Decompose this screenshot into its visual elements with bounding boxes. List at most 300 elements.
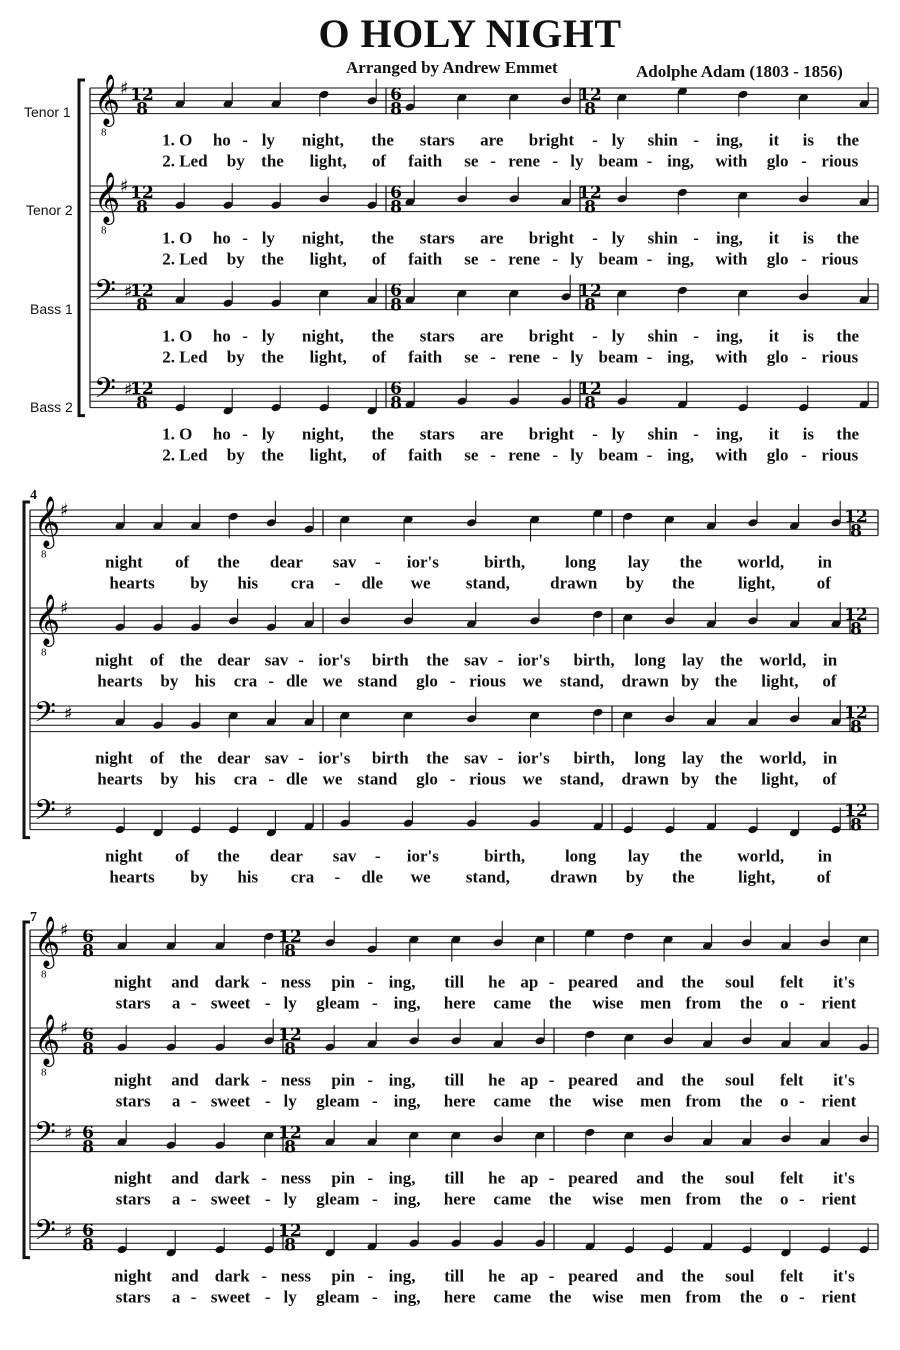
system-3-bracket [24,922,30,1258]
system-3-staff-1-verse2-syllable: - [798,993,805,1013]
system-2-staff-3-verse2-syllable: - [268,769,275,789]
system-3-staff-4-verse2-syllable: came [493,1287,532,1307]
system-2-staff-3-verse2-syllable: stand, [559,769,604,789]
system-1-staff-2-verse1-syllable: bright [528,228,575,248]
system-2-staff-4-verse2-syllable: cra [290,867,315,887]
system-1-staff-3-verse2-syllable: ing, [667,347,695,367]
system-1-staff-1-verse1-syllable: bright [528,130,575,150]
system-2-staff-1-verse2-syllable: by [190,573,209,593]
system-1-staff-1-verse1-syllable: is [802,130,814,150]
system-3-staff-4-verse2-syllable: - [190,1287,197,1307]
system-3-staff-1-verse1-syllable: ness [280,972,312,992]
system-3-staff-3-verse2-syllable: - [190,1189,197,1209]
system-1-staff-3-verse2-syllable: ly [570,347,584,367]
key-signature-sharp: ♯ [124,281,133,303]
system-2-staff-1-verse1-syllable: long [564,552,597,572]
system-2-staff-1-verse1-syllable: the [679,552,703,572]
system-3-staff-4-verse2-syllable: - [264,1287,271,1307]
system-1-staff-1-verse2-syllable: the [261,151,284,171]
system-2-staff-4-verse1-syllable: long [564,846,597,866]
bass-clef-icon: 𝄢 [34,1116,56,1157]
key-signature-sharp: ♯ [60,919,69,941]
system-3-staff-1-verse2-syllable: men [639,993,672,1013]
system-1-staff-3-verse1-syllable: is [802,326,814,346]
system-1-staff-1-verse1-syllable: ly [611,130,625,150]
system-1-staff-3-verse2-syllable: glo [766,347,789,367]
system-1-staff-1-verse2-syllable: ing, [667,151,695,171]
system-1-staff-1-verse1-syllable: shin [647,130,678,150]
system-2-staff-2-verse2-syllable: dle [285,671,308,691]
system-1-staff-3-time-sig-top-1: 12 [130,280,154,301]
system-1-staff-3-verse2-syllable: 2. Led [162,347,208,367]
system-1-staff-1-verse1-syllable: - [242,130,248,150]
system-2-staff-2-verse2-syllable: we [522,671,543,691]
system-3-staff-4-verse2-syllable: - [372,1287,378,1307]
system-1-staff-3-verse1-syllable: - [592,326,598,346]
system-3-staff-4-verse1-syllable: ing, [388,1266,416,1286]
system-3-staff-2-time-sig-top-2: 12 [278,1024,302,1045]
part-label-bass-1: Bass 1 [30,301,73,317]
system-1-staff-4-verse2-syllable: of [371,445,387,465]
system-3-staff-4-verse1-syllable: the [681,1266,704,1286]
key-signature-sharp: ♯ [64,1221,73,1243]
system-1-staff-3-verse2-syllable: with [715,347,748,367]
system-1-staff-1-verse1-syllable: it [768,130,780,150]
system-2-staff-2-verse2-syllable: light, [761,671,799,691]
system-3-staff-3-verse2-syllable: from [685,1189,722,1209]
system-3-staff-3-verse1-syllable: dark [214,1168,250,1188]
system-2-staff-1-verse2-syllable: by [625,573,644,593]
system-2-staff-3-verse1-syllable: the [719,748,743,768]
system-2-staff-1-verse2-syllable: his [237,573,259,593]
system-3-staff-2-verse1-syllable: and [636,1070,664,1090]
bass-clef-icon: 𝄢 [94,372,116,413]
system-1-staff-1-verse1-syllable: 1. O [162,130,193,150]
system-2-staff-3-verse1-syllable: - [497,748,504,768]
system-3-staff-2-verse2-syllable: ly [283,1091,297,1111]
system-2-staff-2-verse1-syllable: ior's [517,650,550,670]
system-1-staff-2-time-sig-top-2: 6 [390,182,402,203]
system-3-staff-2-verse1-syllable: ness [280,1070,312,1090]
system-1-staff-2-verse2-syllable: - [646,249,653,269]
system-2-staff-4-verse1-syllable: night [105,846,143,866]
system-2-staff-4-verse1-syllable: ior's [406,846,439,866]
system-3-staff-2-verse1-syllable: and [171,1070,199,1090]
system-1-staff-4-verse2-syllable: by [226,445,245,465]
system-2-staff-1-verse1-syllable: lay [627,552,650,572]
system-2-staff-3-verse1-syllable: world, [759,748,807,768]
system-3-staff-2-verse2-syllable: o [779,1091,789,1111]
system-2-staff-3-verse2-syllable: the [714,769,738,789]
system-1-staff-1-verse2-syllable: glo [766,151,789,171]
system-2-staff-2-verse1-syllable: - [497,650,504,670]
system-1-staff-1-verse2-syllable: rious [821,151,859,171]
system-1-staff-2-verse1-syllable: is [802,228,814,248]
system-3-staff-2-verse2-syllable: - [190,1091,197,1111]
system-3-staff-3-verse2-syllable: gleam [316,1189,360,1209]
system-3-staff-4-verse2-syllable: here [443,1287,476,1307]
system-2-staff-2-verse1-syllable: world, [759,650,807,670]
system-2-staff-4-verse2-syllable: by [190,867,209,887]
system-1-staff-2-verse1-syllable: it [768,228,780,248]
system-1-staff-2-verse1-syllable: 1. O [162,228,193,248]
system-1-staff-4-verse2-syllable: beam [598,445,639,465]
system-2-staff-2-verse1-syllable: the [179,650,203,670]
system-1-staff-1-verse1-syllable: the [836,130,860,150]
system-3-staff-3-verse2-syllable: ly [283,1189,297,1209]
system-1-staff-4-verse1-syllable: - [693,424,699,444]
system-2-staff-2-verse1-syllable: long [634,650,666,670]
system-2-staff-4-verse2-syllable: light, [738,867,776,887]
system-2-staff-2-verse1-syllable: dear [217,650,251,670]
system-2-staff-1-verse1-syllable: ior's [406,552,439,572]
system-1-staff-2-verse1-syllable: ly [261,228,275,248]
system-1-staff-2-time-sig-top-1: 12 [130,182,154,203]
system-3-staff-3-verse2-syllable: stars [115,1189,151,1209]
system-2-staff-1-verse2-syllable: light, [738,573,776,593]
system-3-staff-4-verse2-syllable: stars [115,1287,151,1307]
system-1-staff-3-verse1-syllable: stars [419,326,455,346]
system-1-staff-4-verse2-syllable: faith [408,445,443,465]
key-signature-sharp: ♯ [120,175,129,197]
system-2-staff-4-verse1-syllable: in [817,846,832,866]
system-2-staff-3-verse1-syllable: night [95,748,133,768]
system-1-staff-2-verse2-syllable: - [552,249,559,269]
system-2-staff-1-verse1-syllable: dear [269,552,303,572]
system-1-staff-2-verse2-syllable: by [226,249,245,269]
system-2-staff-2-verse1-syllable: birth [371,650,409,670]
system-3-staff-1-verse2-syllable: here [443,993,476,1013]
system-3-staff-2-verse2-syllable: - [798,1091,805,1111]
system-2-staff-2-verse1-syllable: birth, [573,650,615,670]
system-2-staff-2-verse2-syllable: cra [233,671,258,691]
system-2-staff-2-verse2-syllable: we [322,671,343,691]
system-1-staff-4-time-sig-top-1: 12 [130,378,154,399]
system-1-staff-2-verse2-syllable: se [464,249,479,269]
system-3-staff-3-verse1-syllable: the [681,1168,704,1188]
system-3-staff-3-verse2-syllable: sweet [210,1189,251,1209]
system-2-staff-3-verse1-syllable: - [298,748,304,768]
system-2-staff-2-verse2-syllable: - [449,671,456,691]
system-1-staff-3-verse1-syllable: are [480,326,504,346]
system-3-staff-4-verse1-syllable: night [113,1266,152,1286]
system-3-staff-1-verse1-syllable: it's [833,972,855,992]
system-3-staff-3-verse1-syllable: ness [280,1168,312,1188]
system-3-staff-1-verse2-syllable: - [190,993,197,1013]
system-3-staff-2-verse1-syllable: peared [568,1070,618,1090]
system-1-staff-3-verse2-syllable: - [552,347,559,367]
system-3-staff-2-verse1-syllable: - [261,1070,267,1090]
system-3-staff-1-verse1-syllable: night [113,972,152,992]
system-1-staff-1-verse2-syllable: beam [598,151,639,171]
system-2-staff-3-verse2-syllable: of [822,769,837,789]
system-1-staff-2-verse2-syllable: - [801,249,807,269]
system-2-staff-3-verse1-syllable: ior's [318,748,351,768]
bass-clef-icon: 𝄢 [34,1214,56,1255]
page-title: O HOLY NIGHT [318,11,622,56]
system-3-staff-3-time-sig-bottom-2: 8 [284,1137,296,1158]
system-1-staff-4-time-sig-bottom-2: 8 [390,393,402,414]
system-1-staff-4-verse2-syllable: - [646,445,653,465]
system-2-staff-1-verse2-syllable: - [334,573,341,593]
system-3-staff-1-time-sig-top-2: 12 [278,926,302,947]
system-2-staff-2-verse1-syllable: the [719,650,743,670]
system-3-staff-3-verse1-syllable: night [113,1168,152,1188]
system-1-staff-3-time-sig-top-3: 12 [578,280,602,301]
system-1-staff-3-verse2-syllable: rene [508,347,541,367]
system-2-staff-1-verse1-syllable: - [374,552,381,572]
system-1-staff-4-verse2-syllable: ly [570,445,584,465]
system-2-staff-4-verse1-syllable: - [374,846,381,866]
system-1-staff-1-verse2-syllable: of [371,151,387,171]
clef-octave-mark: 8 [41,1066,47,1079]
bass-clef-icon: 𝄢 [34,696,56,737]
system-2-staff-1-verse2-syllable: drawn [550,573,598,593]
system-2-staff-2-verse1-syllable: ior's [318,650,351,670]
measure-number-system-3: 7 [30,910,37,925]
key-signature-sharp: ♯ [60,1017,69,1039]
system-2-staff-2-verse2-syllable: drawn [621,671,669,691]
system-1-staff-2-verse1-syllable: ly [611,228,625,248]
system-2-bracket [24,502,30,838]
clef-octave-mark: 8 [41,548,47,561]
system-1-staff-3-verse1-syllable: - [693,326,699,346]
system-1-staff-4-verse1-syllable: stars [419,424,455,444]
system-3-staff-4-verse2-syllable: sweet [210,1287,251,1307]
system-3-staff-4-verse1-syllable: till [444,1266,465,1286]
system-3-staff-4-verse2-syllable: the [548,1287,572,1307]
system-1-staff-3-verse1-syllable: ing, [715,326,743,346]
bass-clef-icon: 𝄢 [94,274,116,315]
system-1-staff-1-time-sig-bottom-2: 8 [390,99,402,120]
system-1-staff-2-verse1-syllable: shin [647,228,678,248]
bass-clef-icon: 𝄢 [34,794,56,835]
system-3-staff-2-verse2-syllable: from [685,1091,722,1111]
system-1-staff-1-verse2-syllable: faith [408,151,443,171]
system-3-staff-4-time-sig-bottom-2: 8 [284,1235,296,1256]
system-2-staff-3-time-sig-top-1: 12 [844,702,868,723]
system-3-staff-4-time-sig-top-2: 12 [278,1220,302,1241]
system-2-staff-4-verse1-syllable: world, [737,846,785,866]
treble-clef-icon: 𝄞 [94,74,121,126]
system-2-staff-3-verse2-syllable: hearts [97,769,143,789]
system-3-staff-2-verse2-syllable: ing, [393,1091,421,1111]
system-1-staff-4-verse1-syllable: - [592,424,598,444]
system-2-staff-4-verse2-syllable: the [671,867,695,887]
system-1-staff-2-verse1-syllable: stars [419,228,455,248]
system-3-staff-3-verse1-syllable: ing, [388,1168,416,1188]
system-1-staff-1-verse1-syllable: night, [301,130,344,150]
system-3-staff-3-verse1-syllable: - [367,1168,374,1188]
system-2-staff-3-verse1-syllable: in [823,748,838,768]
system-2-staff-1-verse1-syllable: night [105,552,143,572]
system-1-staff-3-verse2-syllable: faith [408,347,443,367]
system-3-staff-3-verse1-syllable: peared [568,1168,618,1188]
system-1-staff-1-verse2-syllable: se [464,151,479,171]
system-3-staff-1-verse2-syllable: ly [283,993,297,1013]
system-2-staff-2-verse2-syllable: rious [469,671,506,691]
system-3-staff-2-verse1-syllable: - [367,1070,374,1090]
system-1-staff-3-time-sig-bottom-1: 8 [136,295,148,316]
system-3-staff-3-verse2-syllable: here [443,1189,476,1209]
system-2-staff-1-verse1-syllable: birth, [484,552,526,572]
system-3-staff-1-verse2-syllable: the [739,993,763,1013]
system-3-staff-1-verse1-syllable: the [681,972,704,992]
system-2-staff-3-verse2-syllable: rious [469,769,506,789]
system-3-staff-1-verse2-syllable: wise [592,993,624,1013]
clef-octave-mark: 8 [41,646,47,659]
treble-clef-icon: 𝄞 [94,172,121,224]
system-2-staff-4-verse2-syllable: drawn [550,867,598,887]
system-3-staff-2-verse1-syllable: it's [833,1070,855,1090]
system-2-staff-4-verse2-syllable: by [625,867,644,887]
system-1-staff-4-verse2-syllable: light, [309,445,347,465]
system-1-staff-1-verse2-syllable: - [646,151,653,171]
key-signature-sharp: ♯ [60,597,69,619]
system-3-staff-1-verse2-syllable: - [372,993,378,1013]
system-1-staff-2-verse2-syllable: beam [598,249,639,269]
system-3-staff-1-verse1-syllable: ing, [388,972,416,992]
system-1-staff-4-time-sig-top-2: 6 [390,378,402,399]
system-3-staff-1-verse1-syllable: felt [780,972,804,992]
system-3-staff-2-verse2-syllable: came [493,1091,532,1111]
system-1-staff-3-verse2-syllable: the [261,347,284,367]
system-1-staff-1-time-sig-bottom-1: 8 [136,99,148,120]
system-3-staff-1-verse2-syllable: stars [115,993,151,1013]
system-3-staff-1-verse1-syllable: ap [520,972,539,992]
system-3-staff-4-verse1-syllable: and [636,1266,664,1286]
system-2-staff-1-verse2-syllable: we [410,573,431,593]
system-1-staff-4-verse1-syllable: ing, [715,424,743,444]
system-3-staff-3-verse2-syllable: men [639,1189,672,1209]
system-1-staff-4-verse1-syllable: it [768,424,780,444]
system-1-staff-1-time-sig-bottom-3: 8 [584,99,596,120]
system-3-staff-2-verse1-syllable: he [488,1070,506,1090]
key-signature-sharp: ♯ [60,499,69,521]
system-1-staff-2-verse2-syllable: 2. Led [162,249,208,269]
system-2-staff-1-verse1-syllable: in [817,552,832,572]
system-2-staff-4-verse1-syllable: lay [627,846,650,866]
system-2-staff-4-verse2-syllable: of [816,867,831,887]
system-1-staff-4-verse2-syllable: ing, [667,445,695,465]
system-3-staff-3-verse1-syllable: till [444,1168,465,1188]
system-3-staff-1-verse2-syllable: gleam [316,993,360,1013]
system-2-staff-4-verse1-syllable: sav [332,846,357,866]
system-3-staff-4-time-sig-top-1: 6 [82,1220,94,1241]
system-1-staff-4-time-sig-top-3: 12 [578,378,602,399]
system-3-staff-4-verse2-syllable: ing, [393,1287,421,1307]
system-1-staff-2-verse2-syllable: faith [408,249,443,269]
key-signature-sharp: ♯ [64,1123,73,1145]
system-2-staff-4-verse2-syllable: we [410,867,431,887]
system-2-staff-2-time-sig-bottom-1: 8 [850,619,862,640]
system-2-staff-2-verse2-syllable: hearts [97,671,143,691]
system-3-staff-1-verse2-syllable: ing, [393,993,421,1013]
system-3-staff-1-verse2-syllable: came [493,993,532,1013]
system-3-staff-4-verse1-syllable: soul [725,1266,755,1286]
system-1-staff-1-verse2-syllable: light, [309,151,347,171]
system-3-staff-3-verse2-syllable: came [493,1189,532,1209]
system-1-staff-3-verse1-syllable: the [836,326,860,346]
system-1-staff-4-verse2-syllable: - [552,445,559,465]
system-2-staff-2-verse2-syllable: by [160,671,179,691]
treble-clef-icon: 𝄞 [34,1014,61,1066]
system-1-staff-3-verse1-syllable: it [768,326,780,346]
system-2-staff-2-verse1-syllable: lay [681,650,704,670]
system-3-staff-3-verse2-syllable: - [798,1189,805,1209]
system-2-staff-2-verse1-syllable: in [823,650,838,670]
system-2-staff-3-verse2-syllable: cra [233,769,258,789]
system-1-staff-1-verse2-syllable: by [226,151,245,171]
system-2-staff-4-verse1-syllable: dear [269,846,303,866]
system-3-staff-3-verse1-syllable: - [261,1168,267,1188]
system-1-staff-4-verse1-syllable: ho [212,424,231,444]
system-3-staff-2-verse1-syllable: ing, [388,1070,416,1090]
system-2-staff-3-verse1-syllable: of [149,748,164,768]
system-3-staff-3-verse1-syllable: felt [780,1168,804,1188]
system-1-staff-4-verse1-syllable: bright [528,424,575,444]
system-3-staff-3-verse2-syllable: o [779,1189,789,1209]
system-2-staff-1-verse2-syllable: of [816,573,831,593]
system-2-staff-4-verse2-syllable: - [334,867,341,887]
system-1-staff-1-time-sig-top-3: 12 [578,84,602,105]
system-2-staff-4-verse2-syllable: stand, [465,867,510,887]
system-3-staff-3-verse1-syllable: he [488,1168,506,1188]
system-3-staff-4-time-sig-bottom-1: 8 [82,1235,94,1256]
treble-clef-icon: 𝄞 [34,594,61,646]
system-2-staff-3-verse1-syllable: sav [464,748,488,768]
system-2-staff-3-verse2-syllable: drawn [621,769,669,789]
system-3-staff-2-verse1-syllable: the [681,1070,704,1090]
system-2-staff-1-verse2-syllable: the [671,573,695,593]
system-3-staff-2-verse2-syllable: gleam [316,1091,360,1111]
system-3-staff-2-time-sig-bottom-2: 8 [284,1039,296,1060]
system-1-staff-1-verse1-syllable: ly [261,130,275,150]
system-3-staff-3-time-sig-bottom-1: 8 [82,1137,94,1158]
system-3-staff-3-verse1-syllable: it's [833,1168,855,1188]
system-3-staff-3-verse1-syllable: and [636,1168,664,1188]
system-2-staff-2-verse2-syllable: of [822,671,837,691]
system-2-staff-3-verse2-syllable: dle [285,769,308,789]
clef-octave-mark: 8 [101,224,107,237]
system-3-staff-1-time-sig-top-1: 6 [82,926,94,947]
system-2-staff-3-verse2-syllable: - [449,769,456,789]
system-1-staff-1-time-sig-top-2: 6 [390,84,402,105]
system-2-staff-2-verse2-syllable: stand, [559,671,604,691]
system-1-staff-1-verse1-syllable: are [480,130,504,150]
system-3-staff-4-verse2-syllable: rient [821,1287,857,1307]
system-2-staff-3-verse1-syllable: long [634,748,666,768]
key-signature-sharp: ♯ [124,379,133,401]
system-3-staff-1-verse1-syllable: till [444,972,465,992]
system-3-staff-4-verse1-syllable: dark [214,1266,250,1286]
system-2-staff-2-verse1-syllable: the [426,650,449,670]
system-1-staff-1-verse2-syllable: - [552,151,559,171]
system-3-staff-2-verse1-syllable: night [113,1070,152,1090]
system-3-staff-4-verse1-syllable: ap [520,1266,539,1286]
system-3-staff-3-verse1-syllable: ap [520,1168,539,1188]
system-2-staff-2-verse2-syllable: his [194,671,216,691]
system-2-staff-1-time-sig-top-1: 12 [844,506,868,527]
system-1-staff-4-verse2-syllable: the [261,445,284,465]
system-3-staff-1-verse1-syllable: and [636,972,664,992]
system-1-staff-2-verse1-syllable: night, [301,228,344,248]
system-3-staff-2-verse2-syllable: - [264,1091,271,1111]
system-1-staff-2-verse2-syllable: ing, [667,249,695,269]
system-3-staff-3-verse2-syllable: a [171,1189,181,1209]
system-1-staff-2-verse1-syllable: ho [212,228,231,248]
system-1-staff-2-verse1-syllable: the [371,228,394,248]
